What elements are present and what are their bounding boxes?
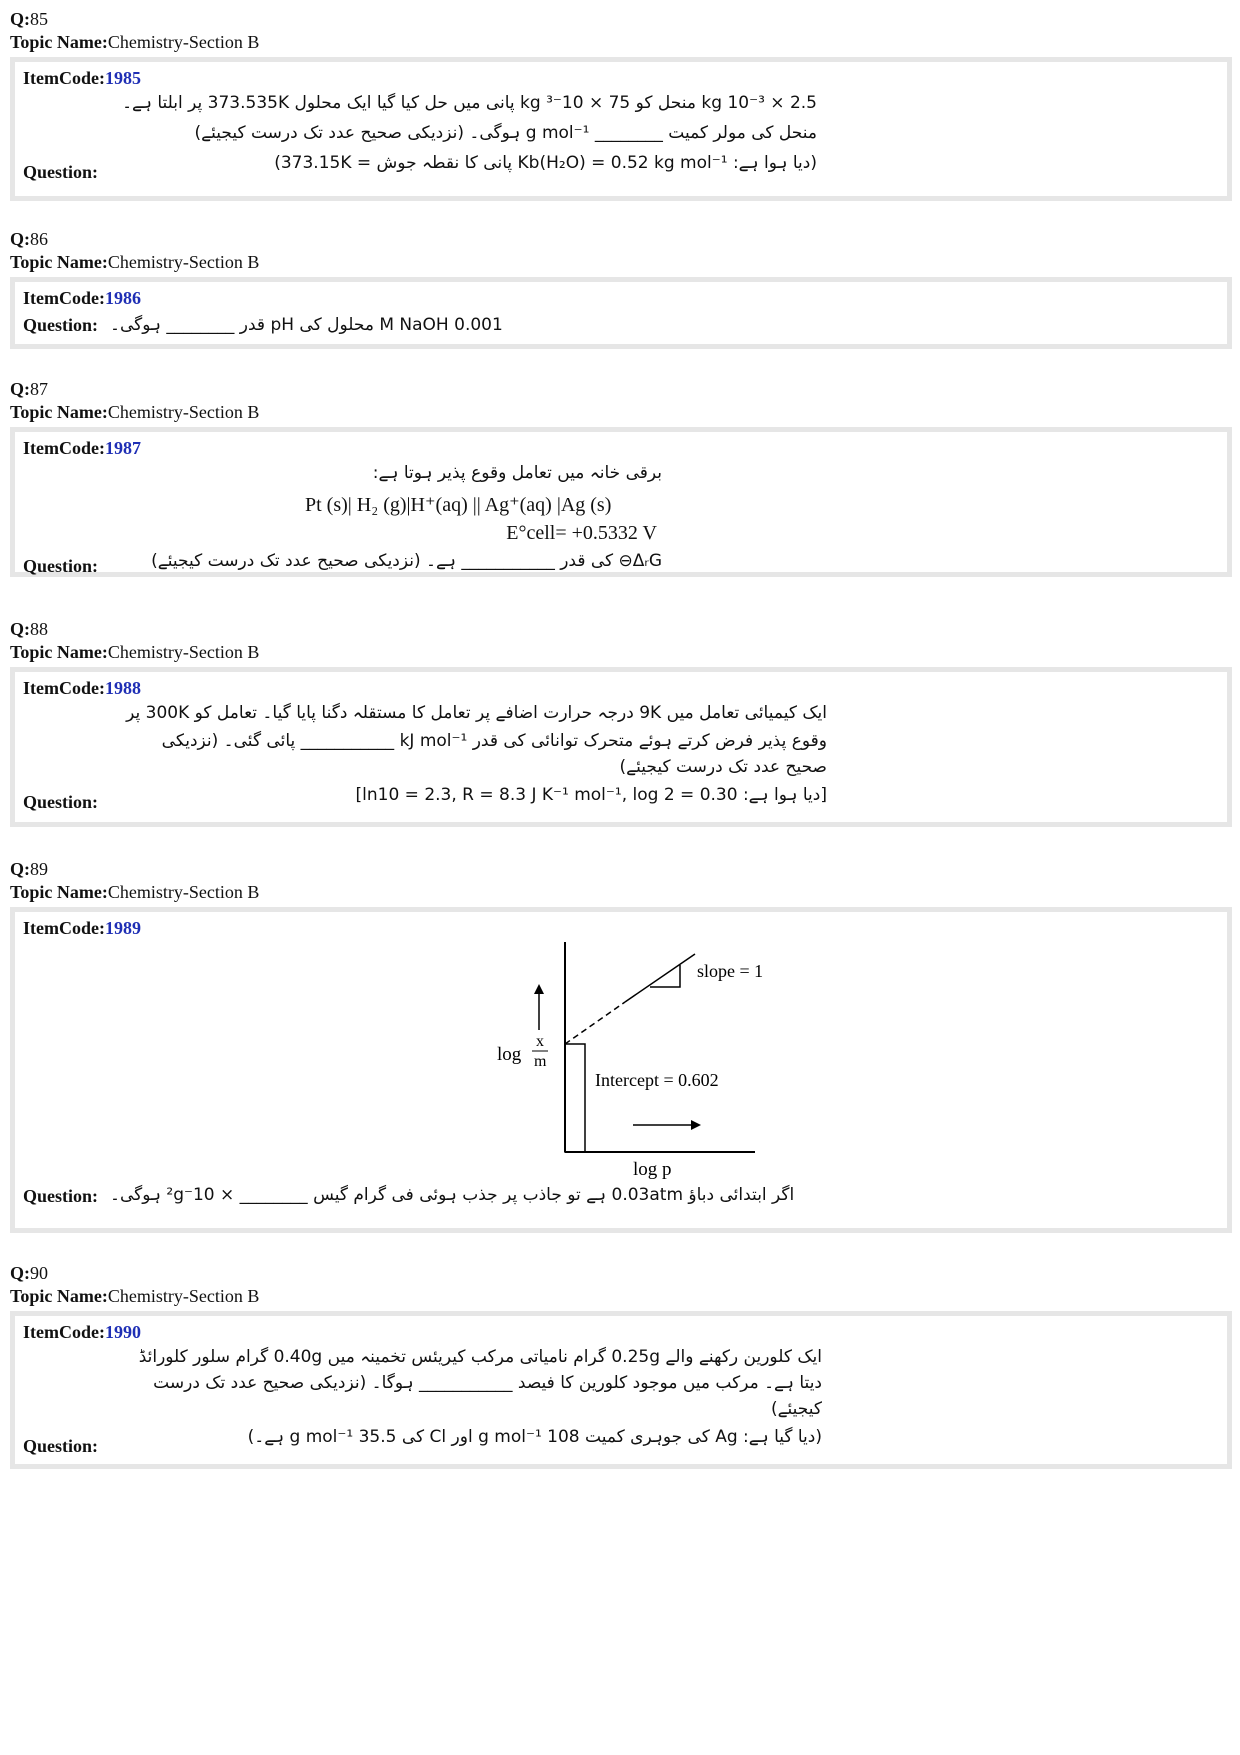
y-label-denominator: m: [534, 1053, 547, 1070]
question-block-88: [10, 618, 1232, 827]
question-number: Q:88: [10, 619, 48, 639]
item-code: ItemCode:1989: [23, 918, 141, 938]
topic-name: Topic Name:Chemistry-Section B: [10, 32, 260, 52]
topic-name: Topic Name:Chemistry-Section B: [10, 402, 260, 422]
adsorption-graph: [455, 932, 875, 1182]
x-arrow-head: [691, 1120, 701, 1130]
question-inline: Question:: [23, 315, 99, 335]
question-line-4: (دیا گیا ہے: Ag کی جوہری کمیت 108 g mol⁻¹ اور Cl کی 35.5 g mol⁻¹ ہے۔): [247, 1427, 822, 1447]
question-line-3: صحیح عدد تک درست کیجیئے): [619, 757, 827, 777]
extrapolated-line: [565, 1002, 625, 1044]
question-box: [10, 1311, 1232, 1469]
topic-name: Topic Name:Chemistry-Section B: [10, 882, 260, 902]
question-line-1: 2.5 × 10⁻³ kg منحل کو 75 × 10⁻³ kg پانی میں حل کیا گیا ایک محلول 373.535K پر ابلتا ہے۔: [122, 93, 817, 113]
question-line-1: برقی خانہ میں تعامل وقوع پذیر ہوتا ہے:: [372, 463, 662, 483]
item-code: ItemCode:1987: [23, 438, 141, 458]
question-line-3: (دیا ہوا ہے: Kb(H₂O) = 0.52 kg mol⁻¹ پانی کا نقطہ جوش = 373.15K): [274, 153, 817, 173]
intercept-label: Intercept = 0.602: [595, 1070, 719, 1090]
question-block-87: [10, 378, 1232, 577]
item-code: ItemCode:1985: [23, 68, 141, 88]
question-line-1: ایک کلورین رکھنے والے 0.25g گرام نامیاتی مرکب کیریئس تخمینہ میں 0.40g گرام سلور کلورائڈ: [138, 1347, 822, 1367]
question-block-90: [10, 1262, 1232, 1469]
question-line-1: 0.001 M NaOH محلول کی pH قدر ________ ہوگی۔: [110, 315, 503, 335]
y-label: log: [497, 1044, 522, 1065]
question-number: Q:89: [10, 859, 48, 879]
question-line-1: ایک کیمیائی تعامل میں 9K درجہ حرارت اضافے پر تعامل کا مستقلہ دگنا پایا گیا۔ تعامل کو 300K پر: [126, 703, 827, 723]
question-number: Q:90: [10, 1263, 48, 1283]
question-box: [10, 427, 1232, 577]
topic-name: Topic Name:Chemistry-Section B: [10, 1286, 260, 1306]
slope-triangle: [650, 965, 680, 987]
slope-label: slope = 1: [697, 961, 764, 981]
question-line-1: اگر ابتدائی دباؤ 0.03atm ہے تو جاذب پر جذب ہوئی فی گرام گیس ________ × 10⁻²g ہوگی۔: [110, 1185, 795, 1205]
question-box: [10, 907, 1232, 1233]
topic-name: Topic Name:Chemistry-Section B: [10, 642, 260, 662]
question-line-2: دیتا ہے۔ مرکب میں موجود کلورین کا فیصد ___________ ہوگا۔ (نزدیکی صحیح عدد تک درست: [153, 1373, 822, 1393]
question-block-85: [10, 8, 1232, 201]
question-box: [10, 667, 1232, 827]
item-code: ItemCode:1986: [23, 288, 141, 308]
question-number: Q:85: [10, 9, 48, 29]
data-line: [625, 954, 695, 1002]
question-line-4: ΔᵣG⊖ کی قدر ___________ ہے۔ (نزدیکی صحیح عدد تک درست کیجیئے): [151, 551, 662, 571]
question-line-2: منحل کی مولر کمیت ________ g mol⁻¹ ہوگی۔ (نزدیکی صحیح عدد تک درست کیجیئے): [194, 123, 817, 143]
x-label: log p: [633, 1159, 672, 1180]
item-code: ItemCode:1988: [23, 678, 141, 698]
question-box: [10, 57, 1232, 201]
question-label: Question:: [23, 1436, 99, 1456]
question-line-4: [دیا ہوا ہے: ln10 = 2.3, R = 8.3 J K⁻¹ mol⁻¹, log 2 = 0.30]: [355, 785, 827, 805]
cell-notation: Pt (s)| H₂ (g)|H⁺(aq) || Ag⁺(aq) |Ag (s): [305, 494, 612, 516]
question-label: Question:: [23, 792, 99, 812]
question-number: Q:86: [10, 229, 48, 249]
question-number: Q:87: [10, 379, 48, 399]
intercept-box: [565, 1044, 585, 1152]
question-block-86: [10, 228, 1232, 349]
y-label-numerator: x: [536, 1033, 544, 1050]
topic-name: Topic Name:Chemistry-Section B: [10, 252, 260, 272]
question-label: Question:: [23, 556, 99, 576]
question-label: Question:: [23, 162, 99, 182]
item-code: ItemCode:1990: [23, 1322, 141, 1342]
question-box: [10, 277, 1232, 349]
cell-emf: E°cell= +0.5332 V: [506, 522, 657, 544]
question-block-89: [10, 858, 1232, 1233]
y-arrow-head: [534, 984, 544, 994]
question-line-2: وقوع پذیر فرض کرتے ہوئے متحرک توانائی کی قدر kJ mol⁻¹ ___________ پائی گئی۔ (نزدیکی: [161, 731, 827, 751]
question-inline: Question:: [23, 1186, 99, 1206]
question-line-3: کیجیئے): [770, 1399, 822, 1419]
